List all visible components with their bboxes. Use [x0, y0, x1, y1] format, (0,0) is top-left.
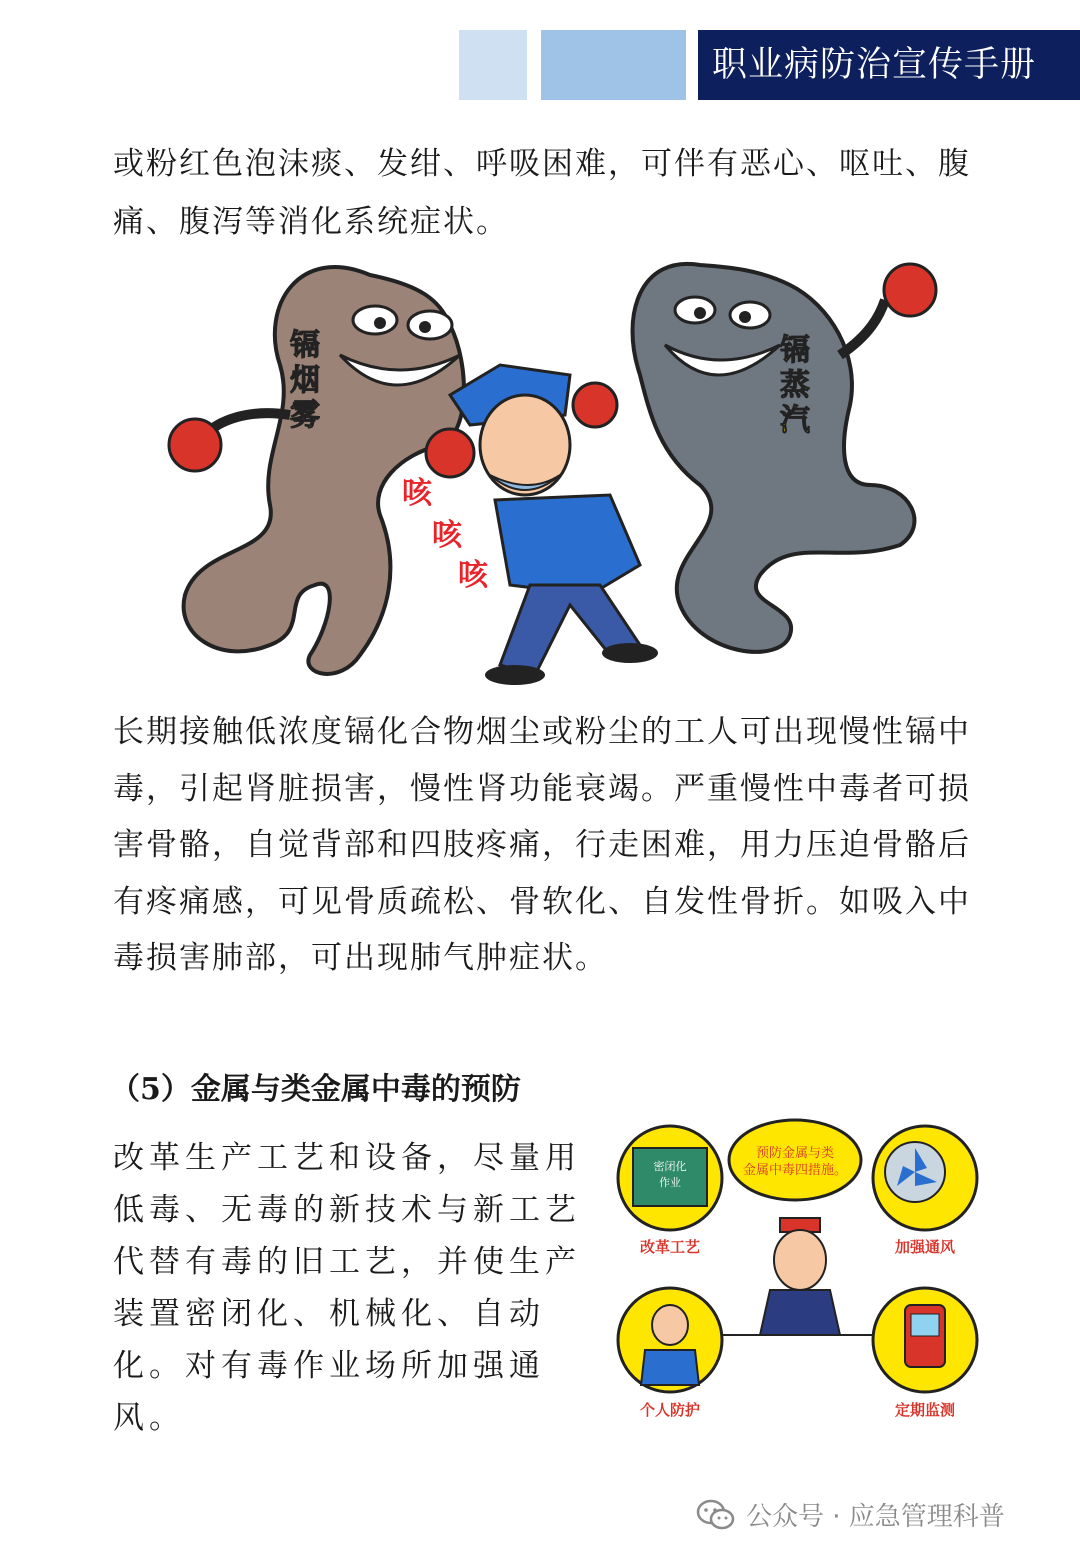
ghost-label-left-3: 雾 [290, 398, 320, 433]
svg-text:金属中毒四措施。: 金属中毒四措施。 [742, 1163, 848, 1178]
label-process-reform: 改革工艺 [639, 1238, 701, 1256]
speech-bubble [729, 1120, 861, 1200]
svg-text:作业: 作业 [659, 1176, 681, 1189]
cadmium-cartoon-illustration [140, 245, 960, 695]
paragraph-chronic-poisoning: 长期接触低浓度镉化合物烟尘或粉尘的工人可出现慢性镉中毒，引起肾脏损害，慢性肾功能衰竭。严重慢性中毒者可损害骨骼，自觉背部和四肢疼痛，行走困难，用力压迫骨骼后有疼痛感，可见骨质疏松、骨软化、自发性骨折。如吸入中毒损害肺部，可出现肺气肿症状。 [113, 714, 971, 976]
label-monitoring: 定期监测 [894, 1401, 956, 1419]
footer-text: 公众号 · 应急管理科普 [746, 1502, 1005, 1532]
wechat-icon [696, 1498, 736, 1532]
label-ventilation: 加强通风 [894, 1238, 956, 1256]
sealed-box-text: 密闭化 [653, 1160, 687, 1173]
prevention-measures-illustration [615, 1110, 995, 1440]
ghost-label-right-2: 蒸 [780, 368, 810, 403]
label-personal-protection: 个人防护 [639, 1401, 701, 1419]
svg-text:预防金属与类: 预防金属与类 [755, 1146, 835, 1161]
header-accent-light [459, 30, 527, 100]
coughing-worker [450, 365, 658, 685]
cadmium-vapor-ghost [573, 264, 936, 652]
cough-text-3: 咳 [458, 558, 488, 593]
monitoring-circle [873, 1288, 977, 1392]
cough-text-1: 咳 [402, 476, 432, 511]
ventilation-circle [873, 1126, 977, 1230]
ghost-label-right-1: 镉 [780, 333, 810, 368]
cadmium-fume-label [289, 328, 320, 433]
cough-text-2: 咳 [432, 518, 462, 553]
header-title: 职业病防治宣传手册 [698, 30, 1080, 100]
cough-text-group [402, 476, 489, 593]
paragraph-prevention: 改革生产工艺和设备，尽量用低毒、无毒的新技术与新工艺代替有毒的旧工艺，并使生产装置密闭化、机械化、自动化。对有毒作业场所加强通风。 [113, 1140, 581, 1436]
cadmium-fume-ghost [169, 267, 474, 674]
ghost-label-right-3: 汽 [780, 403, 810, 438]
ghost-label-left-2: 烟 [290, 363, 320, 398]
instructor-man [760, 1218, 840, 1335]
section-heading: （5）金属与类金属中毒的预防 [110, 1072, 521, 1107]
footer-watermark [696, 1496, 1005, 1533]
cadmium-vapor-label [780, 333, 810, 438]
header-accent-mid [541, 30, 686, 100]
paragraph-symptoms: 或粉红色泡沫痰、发绀、呼吸困难，可伴有恶心、呕吐、腹痛、腹泻等消化系统症状。 [113, 146, 971, 240]
process-reform-circle [618, 1126, 722, 1230]
ghost-label-left-1: 镉 [290, 328, 320, 363]
personal-protection-circle [618, 1288, 722, 1392]
